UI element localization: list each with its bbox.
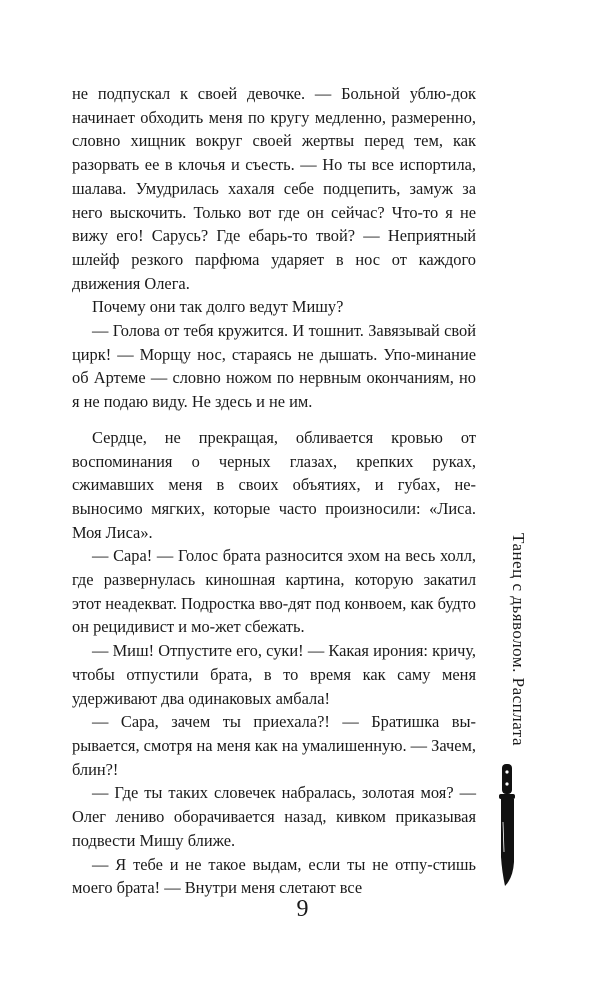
running-head: Танец с дьяволом. Расплата — [509, 533, 528, 747]
body-text — [72, 82, 476, 900]
paragraph: не подпускал к своей девочке. — Больной ублю-док начинает обходить меня по кругу медленно, размеренно, словно хищник вокруг своей жертвы перед тем, как разорвать ее в клочья и съесть. — Но ты все испортила, шалава. Умудрилась хахаля себе подцепить, замуж за него выскочить. Только вот где он сейчас? Что-то я не вижу его! Сарусь? Где ебарь-то твой? — Неприятный шлейф резкого парфюма ударяет в нос от каждого движения Олега. — [72, 84, 476, 293]
paragraph: — Сара! — Голос брата разносится эхом на весь холл, где развернулась киношная картина, которую закатил этот неадекват. Подростка вво-дят под конвоем, как будто он рецидивист и мо-жет сбежать. — [72, 546, 476, 637]
paragraph: — Где ты таких словечек набралась, золотая моя? — Олег лениво оборачивается назад, кивком приказывая подвести Мишу ближе. — [72, 783, 476, 850]
page-number: 9 — [296, 896, 309, 922]
paragraph: — Сара, зачем ты приехала?! — Братишка вы-рывается, смотря на меня как на умалишенную. — Зачем, блин?! — [72, 712, 476, 779]
paragraph: Сердце, не прекращая, обливается кровью от воспоминания о черных глазах, крепких руках, сжимавших меня в своих объятиях, и губах, не-выносимо мягких, которые часто произносили: «Лиса. Моя Лиса». — [72, 427, 476, 542]
paragraph: — Я тебе и не такое выдам, если ты не отпу-стишь моего брата! — Внутри меня слетают все — [72, 854, 476, 898]
paragraph: — Миш! Отпустите его, суки! — Какая ирония: кричу, чтобы отпустили брата, в то время как саму меня удерживают два одинаковых амбала! — [72, 641, 476, 708]
paragraph: Почему они так долго ведут Мишу? — [92, 297, 344, 317]
paragraph: — Голова от тебя кружится. И тошнит. Завязывай свой цирк! — Морщу нос, стараясь не дышать. Упо-минание об Артеме — словно ножом по нервным окончаниям, но я не подаю виду. Не здесь и не им. — [72, 321, 476, 412]
knife-icon — [492, 762, 522, 892]
